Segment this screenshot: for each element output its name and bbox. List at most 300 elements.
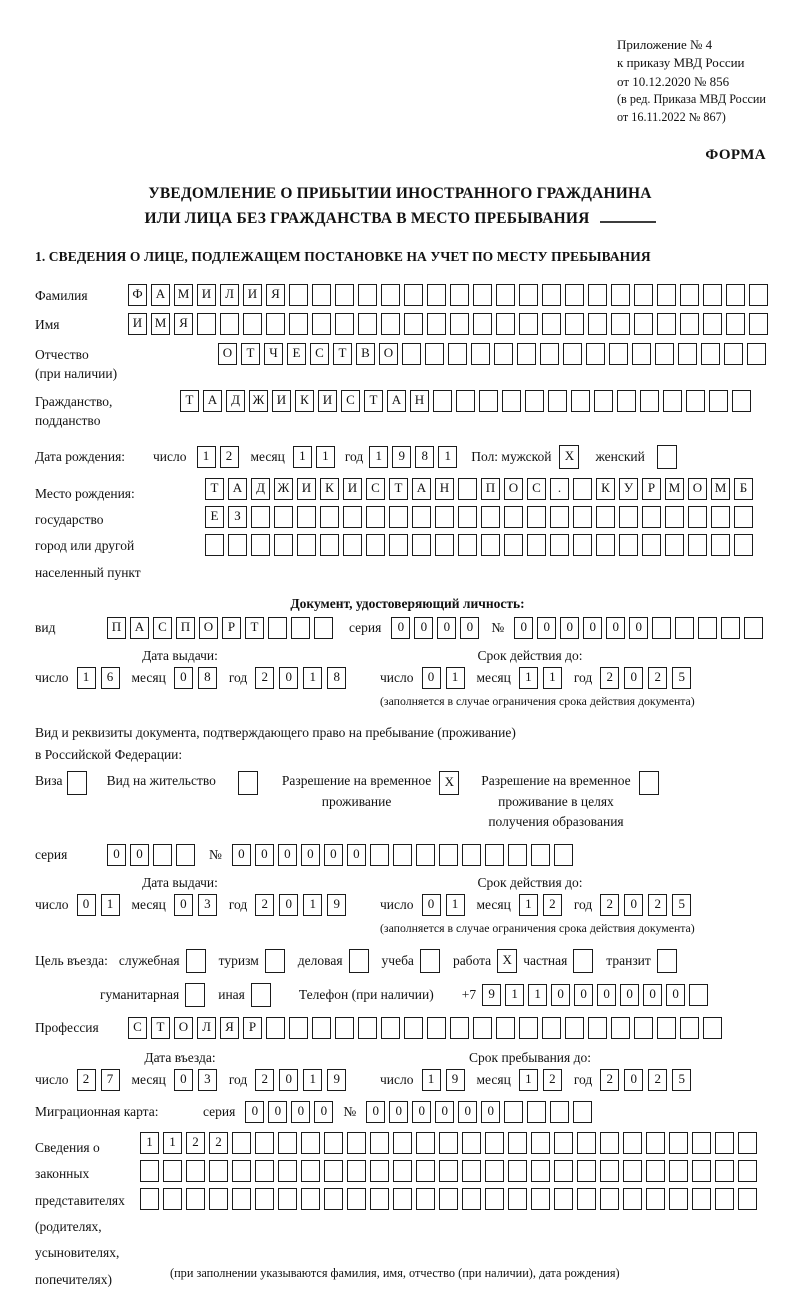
char-cell[interactable]	[554, 844, 573, 866]
char-cell[interactable]	[412, 506, 431, 528]
purpose-humanitarian-checkbox[interactable]	[185, 983, 205, 1007]
temp-residence-education-checkbox[interactable]	[639, 771, 659, 795]
char-cell[interactable]	[703, 1017, 722, 1039]
char-cell[interactable]	[531, 1132, 550, 1154]
char-cell[interactable]	[473, 284, 492, 306]
char-cell[interactable]	[496, 284, 515, 306]
char-cell[interactable]: 0	[232, 844, 251, 866]
char-cell[interactable]: 2	[600, 667, 619, 689]
char-cell[interactable]	[565, 284, 584, 306]
char-cell[interactable]: 1	[316, 446, 335, 468]
char-cell[interactable]	[412, 534, 431, 556]
char-cell[interactable]: И	[243, 284, 262, 306]
char-cell[interactable]: 1	[519, 667, 538, 689]
char-cell[interactable]	[600, 1132, 619, 1154]
char-cell[interactable]: О	[504, 478, 523, 500]
char-cell[interactable]: И	[272, 390, 291, 412]
char-cell[interactable]	[205, 534, 224, 556]
char-cell[interactable]: 0	[279, 667, 298, 689]
char-cell[interactable]	[485, 1188, 504, 1210]
char-cell[interactable]: Р	[243, 1017, 262, 1039]
char-cell[interactable]: 0	[301, 844, 320, 866]
char-cell[interactable]	[163, 1188, 182, 1210]
char-cell[interactable]	[416, 1188, 435, 1210]
char-cell[interactable]	[496, 313, 515, 335]
char-cell[interactable]: 0	[435, 1101, 454, 1123]
char-cell[interactable]	[186, 1160, 205, 1182]
char-cell[interactable]: Я	[174, 313, 193, 335]
char-cell[interactable]	[744, 617, 763, 639]
char-cell[interactable]	[517, 343, 536, 365]
char-cell[interactable]	[688, 506, 707, 528]
char-cell[interactable]	[176, 844, 195, 866]
char-cell[interactable]: П	[107, 617, 126, 639]
char-cell[interactable]	[186, 1188, 205, 1210]
char-cell[interactable]	[381, 1017, 400, 1039]
char-cell[interactable]	[669, 1160, 688, 1182]
char-cell[interactable]	[600, 1188, 619, 1210]
char-cell[interactable]	[554, 1188, 573, 1210]
char-cell[interactable]	[297, 534, 316, 556]
char-cell[interactable]	[623, 1188, 642, 1210]
char-cell[interactable]	[427, 284, 446, 306]
char-cell[interactable]	[301, 1160, 320, 1182]
char-cell[interactable]	[508, 1132, 527, 1154]
char-cell[interactable]: 2	[600, 894, 619, 916]
char-cell[interactable]: 8	[198, 667, 217, 689]
char-cell[interactable]	[531, 1188, 550, 1210]
char-cell[interactable]: 2	[648, 894, 667, 916]
char-cell[interactable]: 2	[186, 1132, 205, 1154]
purpose-transit-checkbox[interactable]	[657, 949, 677, 973]
char-cell[interactable]	[577, 1132, 596, 1154]
char-cell[interactable]: Ж	[249, 390, 268, 412]
char-cell[interactable]	[619, 534, 638, 556]
char-cell[interactable]: 0	[268, 1101, 287, 1123]
char-cell[interactable]	[485, 1160, 504, 1182]
char-cell[interactable]: 1	[519, 894, 538, 916]
char-cell[interactable]	[439, 1160, 458, 1182]
char-cell[interactable]	[623, 1132, 642, 1154]
char-cell[interactable]	[519, 313, 538, 335]
residence-permit-checkbox[interactable]	[238, 771, 258, 795]
char-cell[interactable]	[652, 617, 671, 639]
char-cell[interactable]: 0	[174, 1069, 193, 1091]
char-cell[interactable]: 0	[391, 617, 410, 639]
char-cell[interactable]	[197, 313, 216, 335]
char-cell[interactable]	[609, 343, 628, 365]
char-cell[interactable]: 2	[255, 1069, 274, 1091]
char-cell[interactable]: Т	[364, 390, 383, 412]
char-cell[interactable]	[393, 1160, 412, 1182]
char-cell[interactable]: 1	[369, 446, 388, 468]
purpose-other-checkbox[interactable]	[251, 983, 271, 1007]
char-cell[interactable]: 0	[481, 1101, 500, 1123]
char-cell[interactable]: 9	[482, 984, 501, 1006]
char-cell[interactable]: С	[153, 617, 172, 639]
char-cell[interactable]: 1	[101, 894, 120, 916]
char-cell[interactable]: 0	[624, 1069, 643, 1091]
char-cell[interactable]	[343, 534, 362, 556]
char-cell[interactable]	[573, 478, 592, 500]
char-cell[interactable]	[680, 313, 699, 335]
char-cell[interactable]	[366, 534, 385, 556]
char-cell[interactable]: К	[295, 390, 314, 412]
char-cell[interactable]	[588, 284, 607, 306]
char-cell[interactable]: 0	[245, 1101, 264, 1123]
char-cell[interactable]: С	[341, 390, 360, 412]
char-cell[interactable]	[577, 1188, 596, 1210]
char-cell[interactable]	[577, 1160, 596, 1182]
char-cell[interactable]	[358, 313, 377, 335]
char-cell[interactable]: 0	[574, 984, 593, 1006]
char-cell[interactable]	[358, 1017, 377, 1039]
char-cell[interactable]: Ф	[128, 284, 147, 306]
char-cell[interactable]: К	[596, 478, 615, 500]
char-cell[interactable]	[450, 284, 469, 306]
char-cell[interactable]	[642, 506, 661, 528]
char-cell[interactable]	[370, 1188, 389, 1210]
char-cell[interactable]: С	[128, 1017, 147, 1039]
char-cell[interactable]: 1	[505, 984, 524, 1006]
char-cell[interactable]: О	[174, 1017, 193, 1039]
char-cell[interactable]: 0	[389, 1101, 408, 1123]
char-cell[interactable]	[749, 284, 768, 306]
char-cell[interactable]	[594, 390, 613, 412]
char-cell[interactable]	[709, 390, 728, 412]
char-cell[interactable]	[255, 1188, 274, 1210]
char-cell[interactable]: 0	[255, 844, 274, 866]
char-cell[interactable]	[266, 1017, 285, 1039]
char-cell[interactable]: 3	[198, 1069, 217, 1091]
char-cell[interactable]: 2	[648, 1069, 667, 1091]
char-cell[interactable]: 0	[278, 844, 297, 866]
char-cell[interactable]	[324, 1132, 343, 1154]
male-checkbox[interactable]: X	[559, 445, 579, 469]
char-cell[interactable]: 2	[648, 667, 667, 689]
char-cell[interactable]: Р	[642, 478, 661, 500]
char-cell[interactable]: И	[297, 478, 316, 500]
char-cell[interactable]	[502, 390, 521, 412]
char-cell[interactable]	[448, 343, 467, 365]
char-cell[interactable]: 0	[551, 984, 570, 1006]
char-cell[interactable]: И	[343, 478, 362, 500]
char-cell[interactable]: 8	[327, 667, 346, 689]
char-cell[interactable]: Л	[197, 1017, 216, 1039]
char-cell[interactable]	[640, 390, 659, 412]
char-cell[interactable]: Б	[734, 478, 753, 500]
char-cell[interactable]	[416, 1132, 435, 1154]
char-cell[interactable]: 9	[327, 1069, 346, 1091]
char-cell[interactable]	[588, 1017, 607, 1039]
char-cell[interactable]	[268, 617, 287, 639]
char-cell[interactable]: М	[665, 478, 684, 500]
char-cell[interactable]: П	[176, 617, 195, 639]
char-cell[interactable]	[289, 1017, 308, 1039]
char-cell[interactable]: У	[619, 478, 638, 500]
char-cell[interactable]	[573, 1101, 592, 1123]
char-cell[interactable]: Ж	[274, 478, 293, 500]
char-cell[interactable]: А	[203, 390, 222, 412]
char-cell[interactable]: А	[130, 617, 149, 639]
char-cell[interactable]: 5	[672, 894, 691, 916]
char-cell[interactable]	[278, 1160, 297, 1182]
char-cell[interactable]	[289, 313, 308, 335]
char-cell[interactable]	[324, 1160, 343, 1182]
char-cell[interactable]	[462, 1132, 481, 1154]
char-cell[interactable]	[232, 1188, 251, 1210]
char-cell[interactable]: 3	[198, 894, 217, 916]
char-cell[interactable]	[646, 1132, 665, 1154]
char-cell[interactable]	[749, 313, 768, 335]
char-cell[interactable]	[163, 1160, 182, 1182]
char-cell[interactable]: 1	[543, 667, 562, 689]
char-cell[interactable]	[734, 534, 753, 556]
char-cell[interactable]	[504, 1101, 523, 1123]
char-cell[interactable]	[623, 1160, 642, 1182]
char-cell[interactable]	[548, 390, 567, 412]
char-cell[interactable]	[692, 1160, 711, 1182]
char-cell[interactable]	[508, 844, 527, 866]
char-cell[interactable]	[715, 1132, 734, 1154]
char-cell[interactable]: 0	[414, 617, 433, 639]
char-cell[interactable]: 1	[303, 894, 322, 916]
purpose-work-checkbox[interactable]: X	[497, 949, 517, 973]
purpose-official-checkbox[interactable]	[186, 949, 206, 973]
char-cell[interactable]	[335, 313, 354, 335]
char-cell[interactable]	[243, 313, 262, 335]
char-cell[interactable]: А	[151, 284, 170, 306]
char-cell[interactable]: 9	[392, 446, 411, 468]
char-cell[interactable]: 0	[560, 617, 579, 639]
char-cell[interactable]: О	[688, 478, 707, 500]
char-cell[interactable]	[519, 1017, 538, 1039]
char-cell[interactable]	[563, 343, 582, 365]
char-cell[interactable]	[439, 1132, 458, 1154]
char-cell[interactable]	[439, 1188, 458, 1210]
char-cell[interactable]	[450, 1017, 469, 1039]
char-cell[interactable]	[427, 1017, 446, 1039]
char-cell[interactable]	[715, 1188, 734, 1210]
char-cell[interactable]	[550, 506, 569, 528]
char-cell[interactable]: 1	[77, 667, 96, 689]
char-cell[interactable]	[479, 390, 498, 412]
char-cell[interactable]	[586, 343, 605, 365]
char-cell[interactable]: 1	[528, 984, 547, 1006]
char-cell[interactable]: 8	[415, 446, 434, 468]
char-cell[interactable]: 0	[291, 1101, 310, 1123]
char-cell[interactable]	[312, 284, 331, 306]
char-cell[interactable]: 0	[77, 894, 96, 916]
char-cell[interactable]	[689, 984, 708, 1006]
char-cell[interactable]	[301, 1188, 320, 1210]
char-cell[interactable]: Т	[241, 343, 260, 365]
char-cell[interactable]	[450, 313, 469, 335]
char-cell[interactable]: 9	[327, 894, 346, 916]
char-cell[interactable]	[527, 1101, 546, 1123]
char-cell[interactable]	[527, 534, 546, 556]
char-cell[interactable]	[301, 1132, 320, 1154]
char-cell[interactable]: 0	[279, 894, 298, 916]
char-cell[interactable]	[519, 284, 538, 306]
char-cell[interactable]	[427, 313, 446, 335]
char-cell[interactable]	[393, 1132, 412, 1154]
char-cell[interactable]	[335, 1017, 354, 1039]
char-cell[interactable]: О	[379, 343, 398, 365]
char-cell[interactable]	[711, 506, 730, 528]
char-cell[interactable]: 0	[347, 844, 366, 866]
char-cell[interactable]: Т	[389, 478, 408, 500]
char-cell[interactable]: 0	[514, 617, 533, 639]
char-cell[interactable]: 0	[130, 844, 149, 866]
char-cell[interactable]: 2	[220, 446, 239, 468]
char-cell[interactable]	[646, 1188, 665, 1210]
char-cell[interactable]	[663, 390, 682, 412]
char-cell[interactable]	[494, 343, 513, 365]
char-cell[interactable]	[462, 844, 481, 866]
char-cell[interactable]	[496, 1017, 515, 1039]
char-cell[interactable]: 0	[279, 1069, 298, 1091]
char-cell[interactable]: И	[197, 284, 216, 306]
char-cell[interactable]: 1	[303, 667, 322, 689]
char-cell[interactable]	[686, 390, 705, 412]
char-cell[interactable]	[370, 1160, 389, 1182]
char-cell[interactable]: 0	[324, 844, 343, 866]
char-cell[interactable]	[732, 390, 751, 412]
char-cell[interactable]	[274, 506, 293, 528]
char-cell[interactable]	[404, 313, 423, 335]
char-cell[interactable]	[289, 284, 308, 306]
char-cell[interactable]	[634, 1017, 653, 1039]
char-cell[interactable]	[381, 284, 400, 306]
char-cell[interactable]	[435, 534, 454, 556]
char-cell[interactable]	[554, 1132, 573, 1154]
char-cell[interactable]	[456, 390, 475, 412]
char-cell[interactable]	[611, 284, 630, 306]
char-cell[interactable]	[232, 1132, 251, 1154]
char-cell[interactable]	[619, 506, 638, 528]
char-cell[interactable]	[347, 1132, 366, 1154]
char-cell[interactable]: З	[228, 506, 247, 528]
char-cell[interactable]: 2	[543, 1069, 562, 1091]
char-cell[interactable]: Т	[205, 478, 224, 500]
char-cell[interactable]	[297, 506, 316, 528]
char-cell[interactable]	[527, 506, 546, 528]
char-cell[interactable]	[481, 534, 500, 556]
female-checkbox[interactable]	[657, 445, 677, 469]
char-cell[interactable]	[320, 506, 339, 528]
char-cell[interactable]: 5	[672, 667, 691, 689]
char-cell[interactable]	[669, 1188, 688, 1210]
char-cell[interactable]	[232, 1160, 251, 1182]
char-cell[interactable]	[669, 1132, 688, 1154]
char-cell[interactable]: Е	[205, 506, 224, 528]
char-cell[interactable]: 2	[600, 1069, 619, 1091]
char-cell[interactable]	[462, 1160, 481, 1182]
char-cell[interactable]: Р	[222, 617, 241, 639]
char-cell[interactable]	[565, 313, 584, 335]
char-cell[interactable]: Я	[266, 284, 285, 306]
char-cell[interactable]	[255, 1132, 274, 1154]
char-cell[interactable]	[657, 313, 676, 335]
char-cell[interactable]: С	[310, 343, 329, 365]
char-cell[interactable]	[747, 343, 766, 365]
char-cell[interactable]: 1	[422, 1069, 441, 1091]
char-cell[interactable]: 0	[620, 984, 639, 1006]
char-cell[interactable]	[278, 1132, 297, 1154]
char-cell[interactable]: А	[228, 478, 247, 500]
char-cell[interactable]: 0	[174, 894, 193, 916]
char-cell[interactable]	[370, 844, 389, 866]
char-cell[interactable]: К	[320, 478, 339, 500]
char-cell[interactable]	[655, 343, 674, 365]
char-cell[interactable]	[680, 1017, 699, 1039]
char-cell[interactable]	[312, 1017, 331, 1039]
char-cell[interactable]	[531, 844, 550, 866]
char-cell[interactable]: И	[128, 313, 147, 335]
char-cell[interactable]	[675, 617, 694, 639]
char-cell[interactable]	[573, 506, 592, 528]
purpose-study-checkbox[interactable]	[420, 949, 440, 973]
char-cell[interactable]	[335, 284, 354, 306]
char-cell[interactable]	[404, 284, 423, 306]
char-cell[interactable]	[504, 506, 523, 528]
char-cell[interactable]	[485, 844, 504, 866]
char-cell[interactable]: 1	[293, 446, 312, 468]
char-cell[interactable]: 2	[77, 1069, 96, 1091]
char-cell[interactable]: 0	[422, 894, 441, 916]
char-cell[interactable]: 7	[101, 1069, 120, 1091]
char-cell[interactable]	[657, 284, 676, 306]
char-cell[interactable]	[692, 1188, 711, 1210]
char-cell[interactable]	[458, 534, 477, 556]
char-cell[interactable]	[220, 313, 239, 335]
char-cell[interactable]: 1	[519, 1069, 538, 1091]
char-cell[interactable]	[680, 284, 699, 306]
char-cell[interactable]	[726, 284, 745, 306]
char-cell[interactable]	[715, 1160, 734, 1182]
char-cell[interactable]	[458, 478, 477, 500]
char-cell[interactable]	[291, 617, 310, 639]
char-cell[interactable]	[504, 534, 523, 556]
char-cell[interactable]: М	[151, 313, 170, 335]
char-cell[interactable]: 6	[101, 667, 120, 689]
char-cell[interactable]	[347, 1160, 366, 1182]
char-cell[interactable]: 0	[537, 617, 556, 639]
char-cell[interactable]: А	[387, 390, 406, 412]
char-cell[interactable]	[724, 343, 743, 365]
char-cell[interactable]: 0	[366, 1101, 385, 1123]
char-cell[interactable]	[573, 534, 592, 556]
char-cell[interactable]: 0	[583, 617, 602, 639]
char-cell[interactable]	[404, 1017, 423, 1039]
purpose-tourism-checkbox[interactable]	[265, 949, 285, 973]
char-cell[interactable]	[632, 343, 651, 365]
char-cell[interactable]: 0	[666, 984, 685, 1006]
char-cell[interactable]: Л	[220, 284, 239, 306]
char-cell[interactable]	[251, 534, 270, 556]
char-cell[interactable]	[571, 390, 590, 412]
char-cell[interactable]: Ч	[264, 343, 283, 365]
char-cell[interactable]	[550, 534, 569, 556]
char-cell[interactable]	[416, 844, 435, 866]
char-cell[interactable]: 0	[597, 984, 616, 1006]
char-cell[interactable]	[542, 284, 561, 306]
char-cell[interactable]	[416, 1160, 435, 1182]
char-cell[interactable]: Н	[435, 478, 454, 500]
char-cell[interactable]: 9	[446, 1069, 465, 1091]
char-cell[interactable]	[642, 534, 661, 556]
